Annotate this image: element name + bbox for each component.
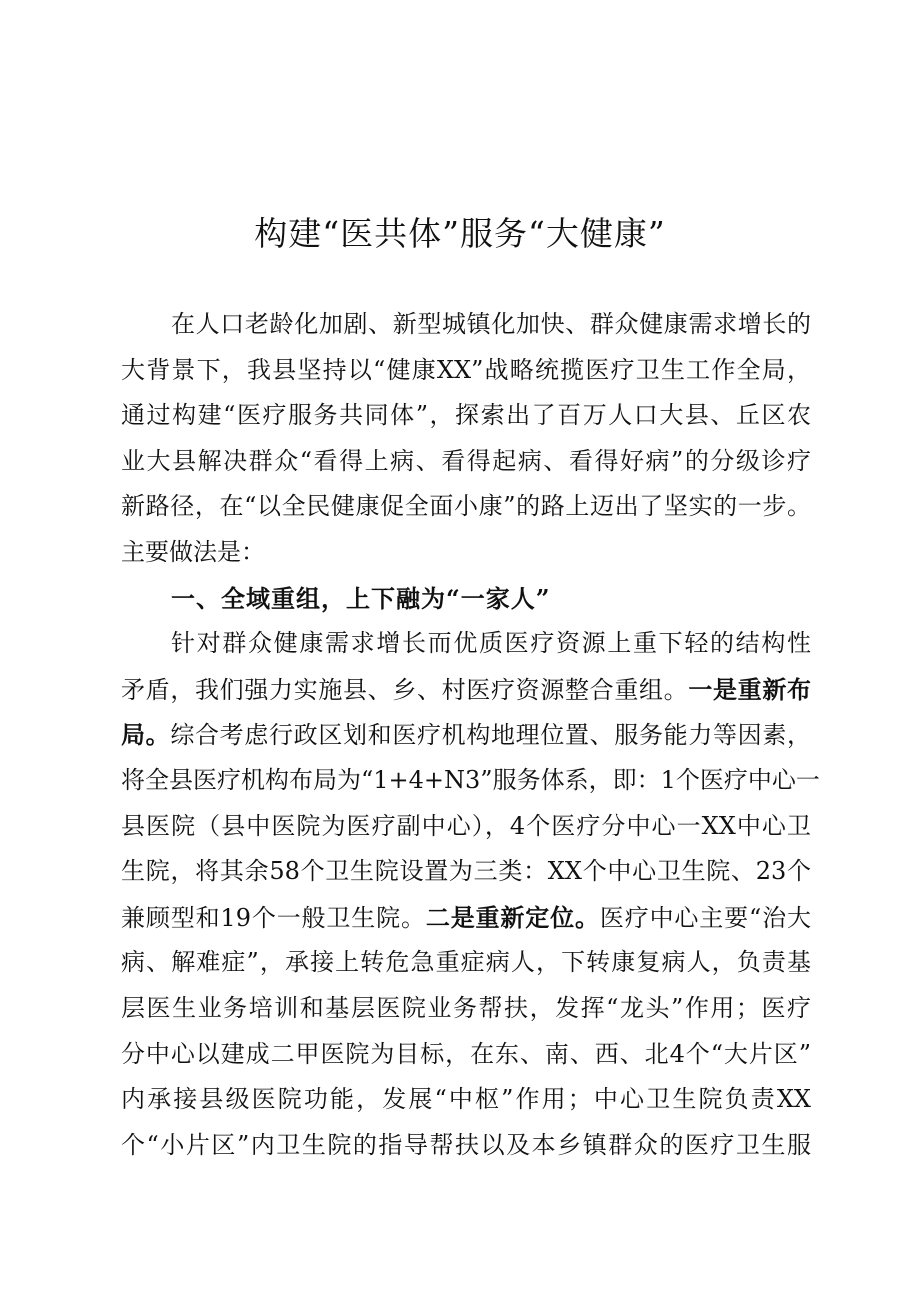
bold-phrase: 二是重新定位。: [425, 902, 600, 932]
text-line: [121, 667, 811, 713]
text-line: 县医院（县中医院为医疗副中心），4个医疗分中心一XX中心卫: [121, 811, 811, 840]
document-body: [121, 302, 820, 1168]
text-line: [121, 712, 811, 758]
section-heading: 一、全域重组，上下融为“一家人”: [171, 583, 551, 613]
text-line: 分中心以建成二甲医院为目标，在东、南、西、北4个“大片区”: [121, 1039, 811, 1068]
text-line: 层医生业务培训和基层医院业务帮扶，发挥“龙头”作用；医疗: [121, 993, 811, 1022]
text-segment: 兼顾型和19个一般卫生院。: [121, 903, 426, 932]
text-segment: 矛盾，我们强力实施县、乡、村医疗资源整合重组。: [121, 675, 689, 704]
text-segment: 综合考虑行政区划和医疗机构地理位置、服务能力等因素，: [170, 721, 812, 750]
text-line: 病、解难症”，承接上转危急重症病人，下转康复病人，负责基: [121, 948, 811, 977]
bold-phrase: 局。: [121, 720, 171, 750]
text-line: 大背景下，我县坚持以“健康XX”战略统揽医疗卫生工作全局，: [121, 355, 811, 384]
text-line: [121, 895, 811, 941]
text-line: 针对群众健康需求增长而优质医疗资源上重下轻的结构性: [171, 629, 811, 658]
text-segment: 医疗中心主要“治大: [599, 903, 811, 932]
text-line: 将全县医疗机构布局为“1+4+N3”服务体系，即：1个医疗中心一: [121, 765, 820, 794]
text-line: 新路径，在“以全民健康促全面小康”的路上迈出了坚实的一步。: [121, 492, 811, 521]
text-line: 内承接县级医院功能，发展“中枢”作用；中心卫生院负责XX: [121, 1085, 811, 1114]
bold-phrase: 一是重新布: [688, 674, 812, 704]
text-line: 业大县解决群众“看得上病、看得起病、看得好病”的分级诊疗: [121, 446, 811, 475]
document-title: 构建“医共体”服务“大健康”: [254, 214, 666, 253]
text-line: 生院，将其余58个卫生院设置为三类：XX个中心卫生院、23个: [121, 857, 811, 886]
text-line: 个“小片区”内卫生院的指导帮扶以及本乡镇群众的医疗卫生服: [121, 1130, 811, 1159]
text-line: 在人口老龄化加剧、新型城镇化加快、群众健康需求增长的: [171, 310, 811, 338]
text-line: 通过构建“医疗服务共同体”，探索出了百万人口大县、丘区农: [121, 401, 811, 430]
text-line: 主要做法是：: [121, 537, 265, 566]
